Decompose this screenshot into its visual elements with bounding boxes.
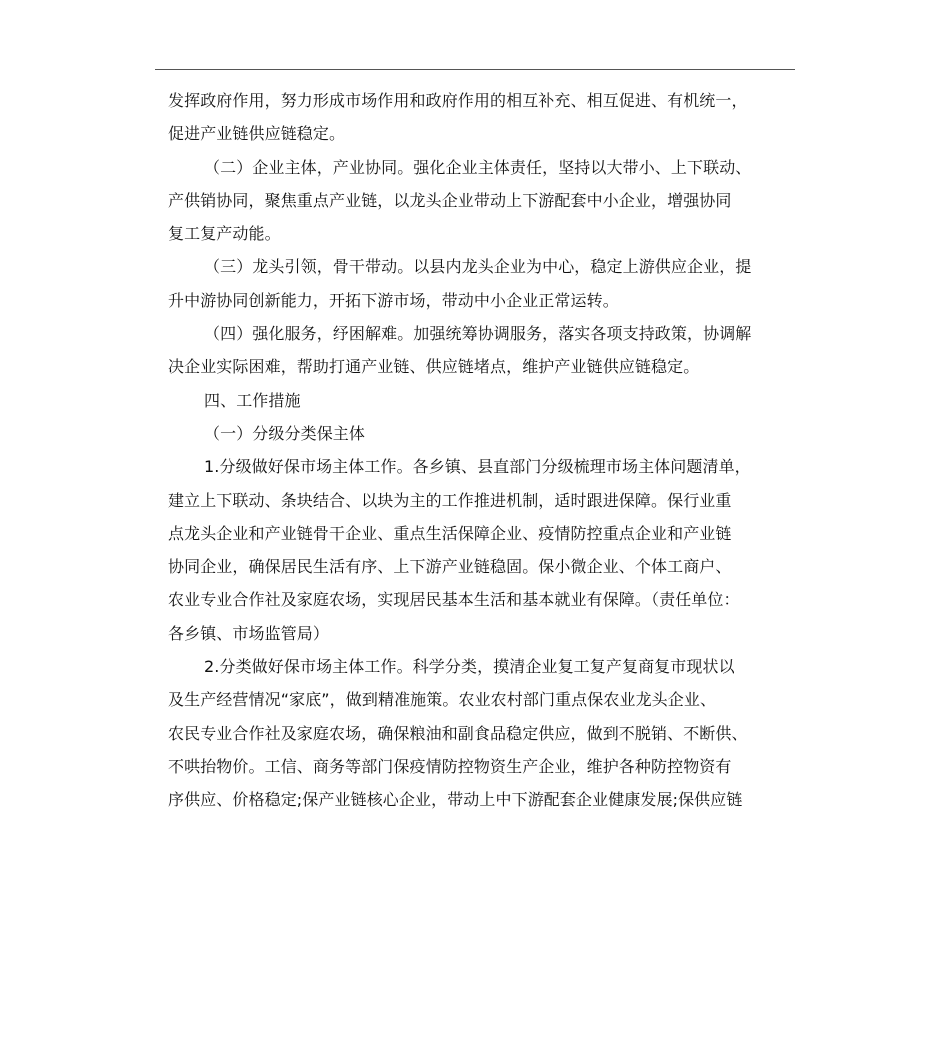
text-line: （四）强化服务，纾困解难。加强统筹协调服务，落实各项支持政策，协调解 <box>204 324 752 344</box>
text-line: （三）龙头引领，骨干带动。以县内龙头企业为中心，稳定上游供应企业，提 <box>204 257 752 277</box>
text-line: 促进产业链供应链稳定。 <box>168 124 346 144</box>
text-line: 复工复产动能。 <box>168 224 281 244</box>
text-line: 各乡镇、市场监管局） <box>168 623 330 643</box>
text-line: 1.分级做好保市场主体工作。各乡镇、县直部门分级梳理市场主体问题清单， <box>204 457 751 477</box>
header-rule <box>155 69 795 70</box>
text-line: 及生产经营情况“家底”，做到精准施策。农业农村部门重点保农业龙头企业、 <box>168 690 717 710</box>
text-line: 协同企业，确保居民生活有序、上下游产业链稳固。保小微企业、个体工商户、 <box>168 557 732 577</box>
text-line: 决企业实际困难，帮助打通产业链、供应链堵点，维护产业链供应链稳定。 <box>168 357 700 377</box>
text-line: 四、工作措施 <box>204 390 301 410</box>
text-line: 建立上下联动、条块结合、以块为主的工作推进机制，适时跟进保障。保行业重 <box>168 490 732 510</box>
text-line: 2.分类做好保市场主体工作。科学分类，摸清企业复工复产复商复市现状以 <box>204 657 735 677</box>
text-line: 升中游协同创新能力，开拓下游市场，带动中小企业正常运转。 <box>168 290 619 310</box>
text-line: 产供销协同，聚焦重点产业链，以龙头企业带动上下游配套中小企业，增强协同 <box>168 190 732 210</box>
text-line: 农民专业合作社及家庭农场，确保粮油和副食品稳定供应，做到不脱销、不断供、 <box>168 723 748 743</box>
text-line: 农业专业合作社及家庭农场，实现居民基本生活和基本就业有保障。（责任单位： <box>168 590 740 610</box>
text-line: 发挥政府作用，努力形成市场作用和政府作用的相互补充、相互促进、有机统一， <box>168 91 748 110</box>
text-line: 序供应、价格稳定;保产业链核心企业，带动上中下游配套企业健康发展;保供应链 <box>168 790 743 810</box>
text-line: （一）分级分类保主体 <box>204 423 366 443</box>
text-line: 点龙头企业和产业链骨干企业、重点生活保障企业、疫情防控重点企业和产业链 <box>168 523 732 543</box>
text-line: 不哄抬物价。工信、商务等部门保疫情防控物资生产企业，维护各种防控物资有 <box>168 756 732 776</box>
text-line: （二）企业主体，产业协同。强化企业主体责任，坚持以大带小、上下联动、 <box>204 157 752 177</box>
body-text <box>168 84 798 817</box>
